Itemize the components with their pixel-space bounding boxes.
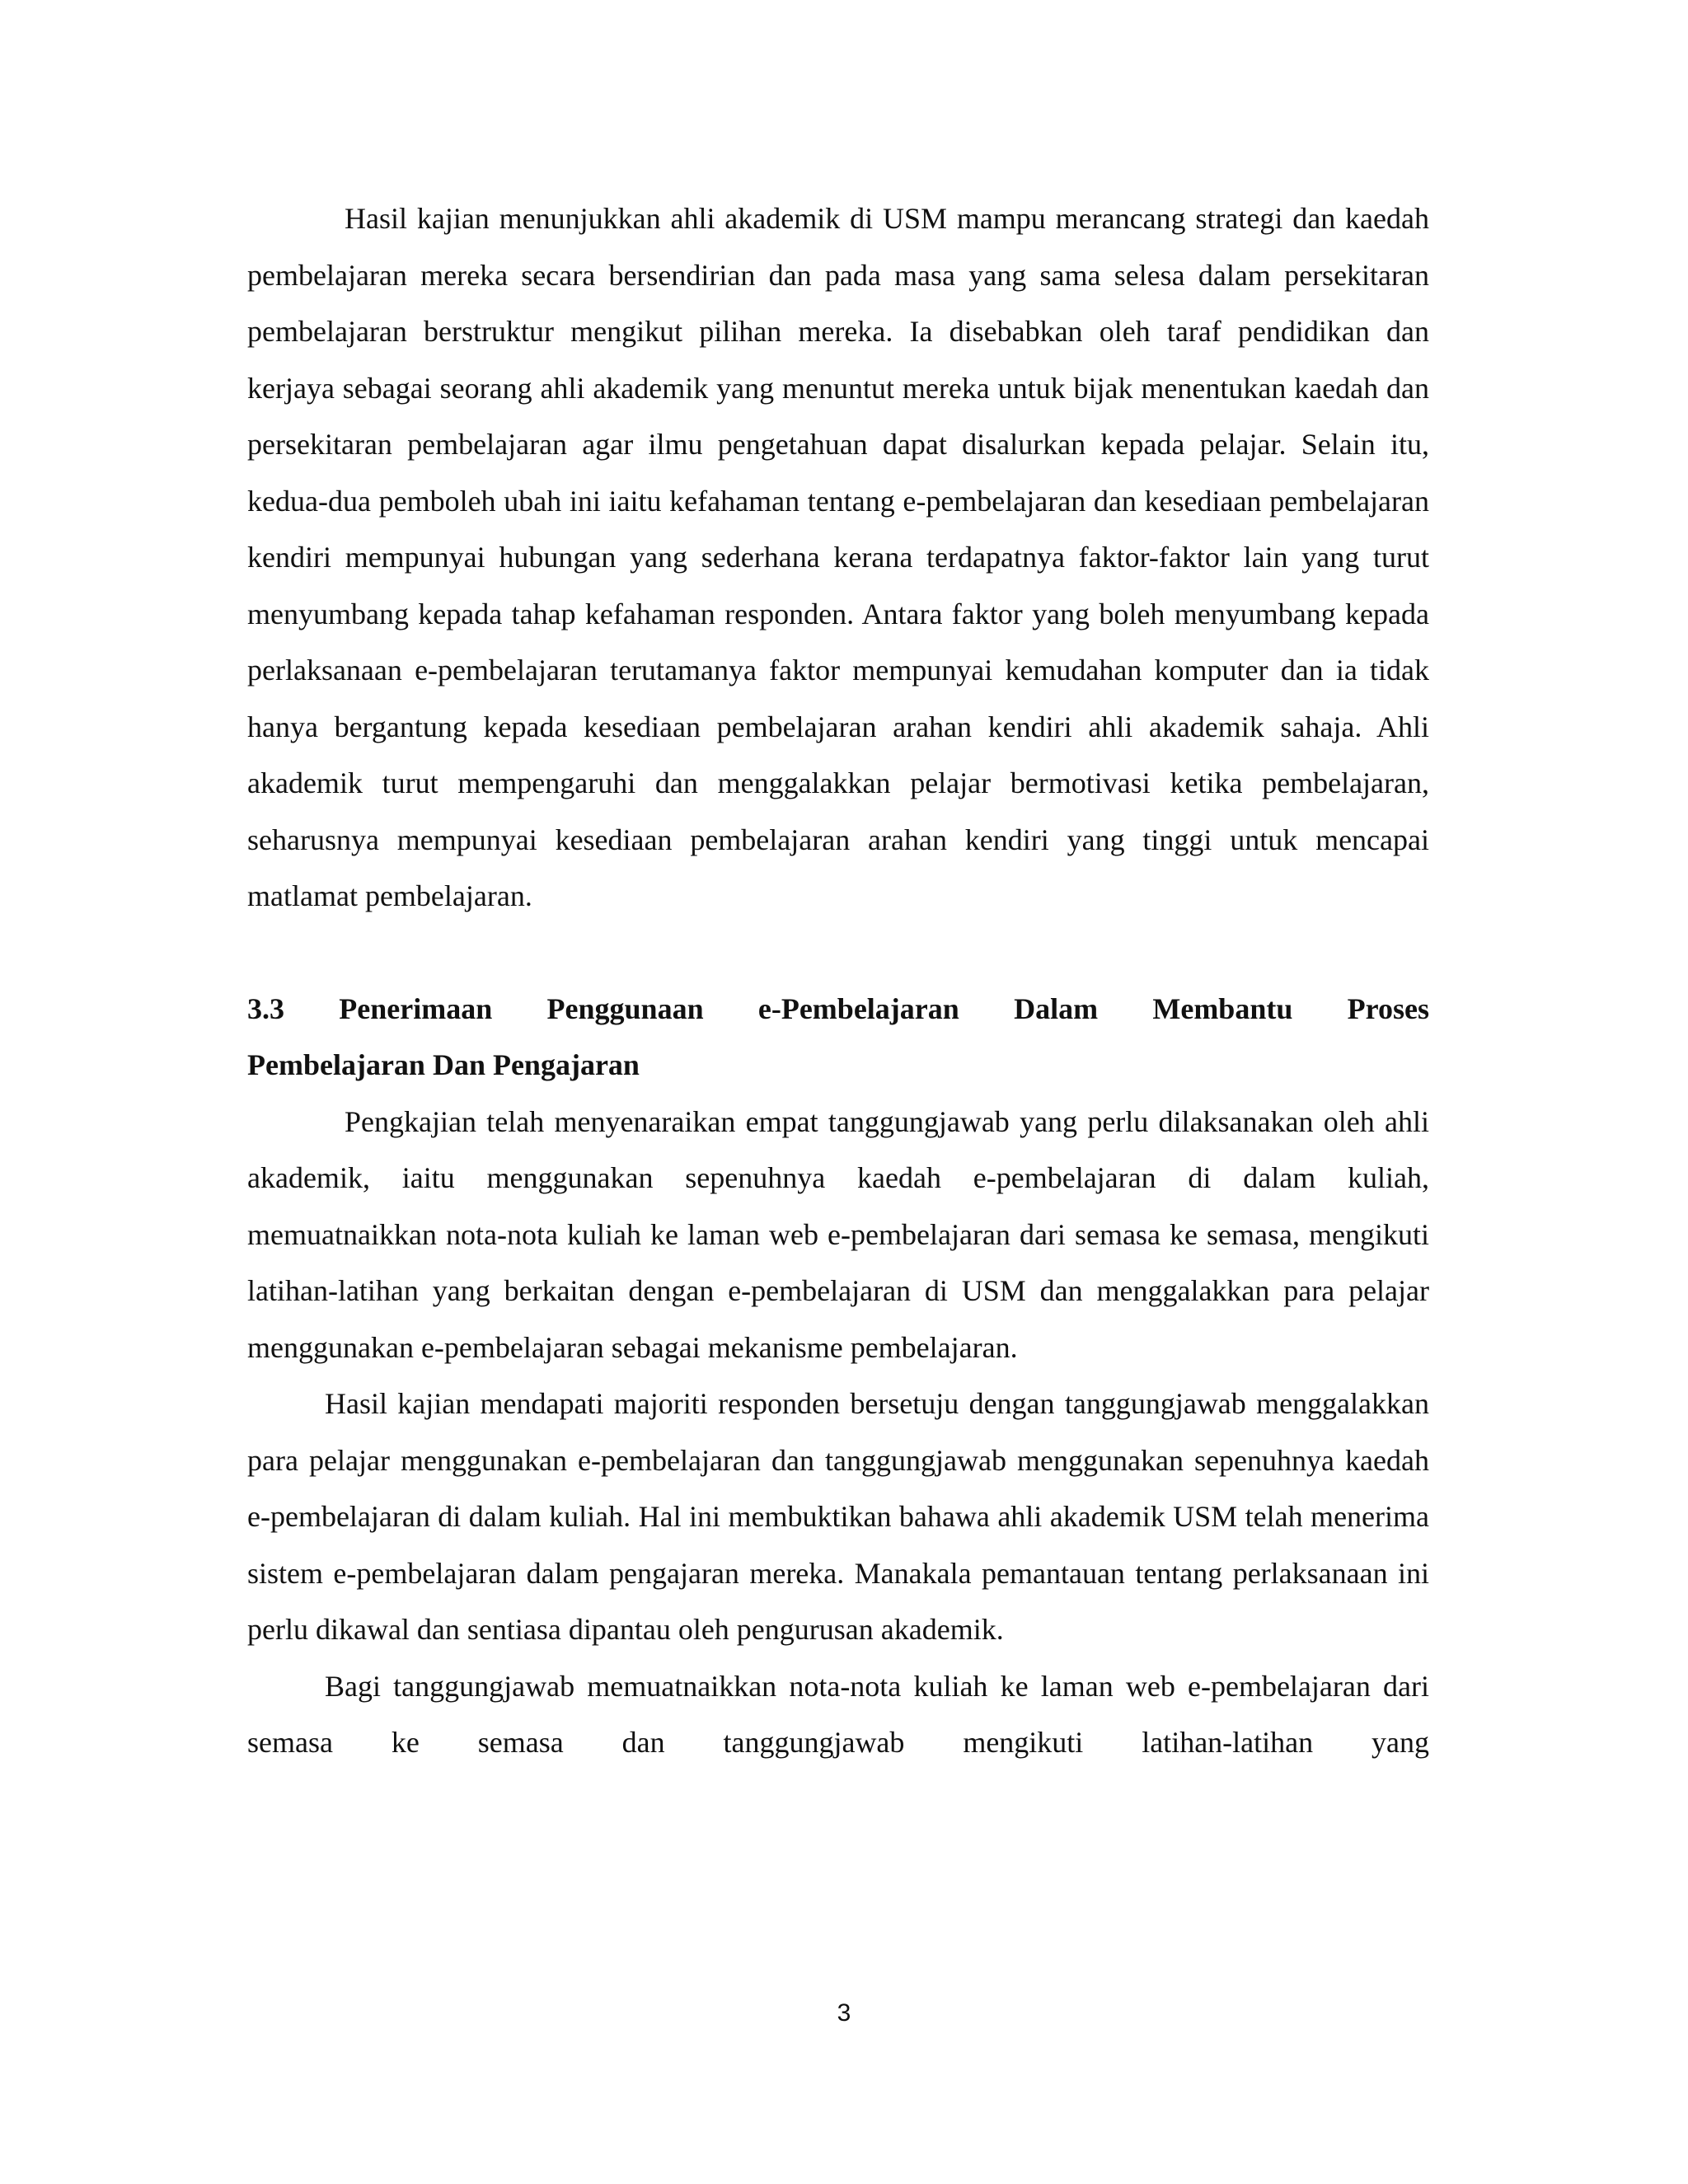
heading-word: Membantu xyxy=(1152,991,1293,1025)
section-heading-line-1 xyxy=(247,981,1429,1038)
page-body xyxy=(247,190,1429,1771)
heading-word: Penggunaan xyxy=(546,991,704,1025)
heading-word: e-Pembelajaran xyxy=(757,991,959,1025)
heading-word: Dalam xyxy=(1014,991,1099,1025)
paragraph-4: Bagi tanggungjawab memuatnaikkan nota-nota kuliah ke laman web e-pembelajaran dari semasa ke semasa dan tanggungjawab mengikuti latihan-latihan yang xyxy=(247,1669,1429,1759)
page-number: 3 xyxy=(837,1999,851,2027)
paragraph-2: Pengkajian telah menyenaraikan empat tanggungjawab yang perlu dilaksanakan oleh ahli akademik, iaitu menggunakan sepenuhnya kaedah e-pembelajaran di dalam kuliah, memuatnaikkan nota-nota kuliah ke laman web e-pembelajaran dari semasa ke semasa, mengikuti latihan-latihan yang berkaitan dengan e-pembelajaran di USM dan menggalakkan para pelajar menggunakan e-pembelajaran sebagai mekanisme pembelajaran. xyxy=(247,1104,1429,1364)
paragraph-3: Hasil kajian mendapati majoriti responden bersetuju dengan tanggungjawab menggalakkan para pelajar menggunakan e-pembelajaran dan tanggungjawab menggunakan sepenuhnya kaedah e-pembelajaran di dalam kuliah. Hal ini membuktikan bahawa ahli akademik USM telah menerima sistem e-pembelajaran dalam pengajaran mereka. Manakala pemantauan tentang perlaksanaan ini perlu dikawal dan sentiasa dipantau oleh pengurusan akademik. xyxy=(247,1387,1429,1646)
heading-word: Proses xyxy=(1347,991,1429,1025)
section-number: 3.3 xyxy=(247,991,284,1025)
heading-word: Penerimaan xyxy=(339,991,493,1025)
paragraph-1: Hasil kajian menunjukkan ahli akademik di USM mampu merancang strategi dan kaedah pembelajaran mereka secara bersendirian dan pada masa yang sama selesa dalam persekitaran pembelajaran berstruktur mengikut pilihan mereka. Ia disebabkan oleh taraf pendidikan dan kerjaya sebagai seorang ahli akademik yang menuntut mereka untuk bijak menentukan kaedah dan persekitaran pembelajaran agar ilmu pengetahuan dapat disalurkan kepada pelajar. Selain itu, kedua-dua pemboleh ubah ini iaitu kefahaman tentang e-pembelajaran dan kesediaan pembelajaran kendiri mempunyai hubungan yang sederhana kerana terdapatnya faktor-faktor lain yang turut menyumbang kepada tahap kefahaman responden. Antara faktor yang boleh menyumbang kepada perlaksanaan e-pembelajaran terutamanya faktor mempunyai kemudahan komputer dan ia tidak hanya bergantung kepada kesediaan pembelajaran arahan kendiri ahli akademik sahaja. Ahli akademik turut mempengaruhi dan menggalakkan pelajar bermotivasi ketika pembelajaran, seharusnya mempunyai kesediaan pembelajaran arahan kendiri yang tinggi untuk mencapai matlamat pembelajaran. xyxy=(247,202,1429,912)
section-heading-line-2: Pembelajaran Dan Pengajaran xyxy=(247,1048,640,1081)
